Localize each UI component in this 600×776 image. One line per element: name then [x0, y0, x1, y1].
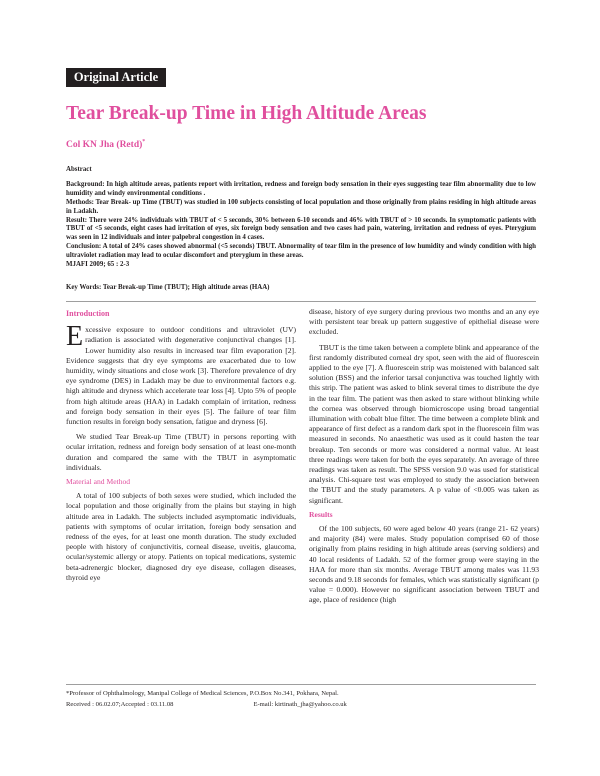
introduction-heading: Introduction: [66, 309, 110, 318]
author-footnote-mark: *: [142, 139, 146, 145]
abstract-conclusion: Conclusion: A total of 24% cases showed abnormal (<5 seconds) TBUT. Abnormality of tear film in the presence of low humidity and windy condition with high ultraviolet radiation may lead to ocular discomfort and pterygium in these areas.: [66, 243, 536, 260]
section-divider: [66, 301, 536, 302]
results-heading: Results: [309, 509, 333, 519]
footer-divider: [66, 684, 536, 685]
received-accepted-dates: Received : 06.02.07;Accepted : 03.11.08: [66, 701, 174, 708]
abstract-background: Background: In high altitude areas, patients report with irritation, redness and foreign body sensation in their eyes suggesting tear film abnormality due to low humidity and windy environmental conditions .: [66, 180, 536, 197]
author-email: E-mail: kirtinath_jha@yahoo.co.uk: [253, 701, 347, 708]
introduction-text-1: xcessive exposure to outdoor conditions and ultraviolet (UV) radiation is associated with degenerative conjunctival changes [1]. Lower humidity also results in increased tear film evaporation [2]. Evidence suggests that dry eye symptoms are exacerbated due to low humidity, windy situations and close work [3]. Therefore prevalence of dry eye syndrome (DES) in Ladakh may be due to environmental factors e.g. high altitude and dryness which accelerate tear loss [4]. Upto 5% of people from high altitude areas (HAA) in Ladakh complain of irritation, redness and foreign body sensation in their eyes [5]. The failure of tear film function results in foreign body sensation, fatigue and dryness [6].: [66, 325, 296, 427]
drop-cap: E: [66, 321, 84, 353]
abstract-methods: Methods: Tear Break- up Time (TBUT) was studied in 100 subjects consisting of local population and those originally from plains residing in high altitude areas in Ladakh.: [66, 198, 536, 215]
column-right: [309, 307, 539, 606]
methods-heading: Material and Method: [66, 477, 131, 487]
author-affiliation: *Professor of Ophthalmology, Manipal College of Medical Sciences, P.O.Box No.341, Pokhara, Nepal.: [66, 690, 339, 697]
introduction-paragraph-1: [66, 321, 296, 427]
results-paragraph-1: Of the 100 subjects, 60 were aged below 40 years (range 21- 62 years) and majority (84) were males. Study population comprised 60 of those originally from plains residing in high altitude areas (serving soldiers) and 40 local residents of Ladakh. 52 of the former group were staying in the HAA for more than six months. Average TBUT among males was 11.93 seconds and 9.18 seconds for females, which was statistically significant (p value = 0.000). However no significant association between TBUT and age, place of residence (high: [309, 524, 539, 605]
footer: [66, 688, 536, 710]
abstract: [66, 166, 536, 270]
abstract-result: Result: There were 24% individuals with TBUT of < 5 seconds, 30% between 6-10 seconds and 46% with TBUT of > 10 seconds. In symptomatic patients with TBUT of <5 seconds, eight cases had irritation of eyes, six foreign body sensation and two cases had pain, watering, irritation and redness of eyes. Pterygium was seen in 12 individuals and inter palpebral congestion in 4 cases.: [66, 216, 536, 242]
column-left: [66, 307, 296, 583]
methods-paragraph-2: TBUT is the time taken between a complete blink and appearance of the first randomly distributed corneal dry spot, seen with the aid of fluorescein applied to the eye [7]. A fluorescein strip was moistened with balanced salt solution (BSS) and the inferior tarsal conjunctiva was touched lightly with this strip. The patient was asked to blink several times to distribute the dye in the tear film. The patient was then asked to stare without blinking while the cornea was observed through biomicroscope using broad tangential illumination with cobalt blue filter. The time between a complete blink and appearance of first defect as a random dark spot in the fluorescein film was measured in seconds. No anaesthetic was used as it could hasten the tear breakup. Ten seconds or more was considered a normal value. At least three readings were taken for both the eyes separately. An average of three readings was taken as result. The SPSS version 9.0 was used for statistical analysis. Chi-square test was employed to study the association between the TBUT and the study parameters. A p value of <0.005 was taken as significant.: [309, 342, 539, 505]
abstract-heading: Abstract: [66, 166, 92, 173]
methods-paragraph-1-continued: disease, history of eye surgery during previous two months and an any eye with persistent tear break up pattern suggestive of epithelial disease were excluded.: [309, 307, 539, 337]
introduction-paragraph-2: We studied Tear Break-up Time (TBUT) in persons reporting with ocular irritation, redness and foreign body sensation of at least one-month duration and compared the same with the TBUT in asymptomatic individuals.: [66, 432, 296, 472]
article-type-label: Original Article: [66, 68, 166, 87]
author-name: Col KN Jha (Retd): [66, 140, 143, 151]
methods-paragraph-1: A total of 100 subjects of both sexes were studied, which included the local population and those originally from the plains but staying in high altitude area in Ladakh. The subjects included asymptomatic individuals, patients with symptoms of ocular irritation, foreign body sensation and redness of the eyes, for at least one month duration. The study excluded people with history of conjunctivitis, corneal disease, uveitis, glaucoma, ocular/systemic allergy or atopy. Patients on topical medications, systemic beta-adrenergic blocker, diagnosed dry eye disease, collagen diseases, thyroid eye: [66, 491, 296, 582]
journal-citation: MJAFI 2009; 65 : 2-3: [66, 261, 130, 269]
author-line: [66, 139, 145, 150]
dates-and-email: [66, 699, 536, 710]
keywords: Key Words: Tear Break-up Time (TBUT); High altitude areas (HAA): [66, 284, 270, 291]
article-title: Tear Break-up Time in High Altitude Areas: [66, 103, 427, 124]
